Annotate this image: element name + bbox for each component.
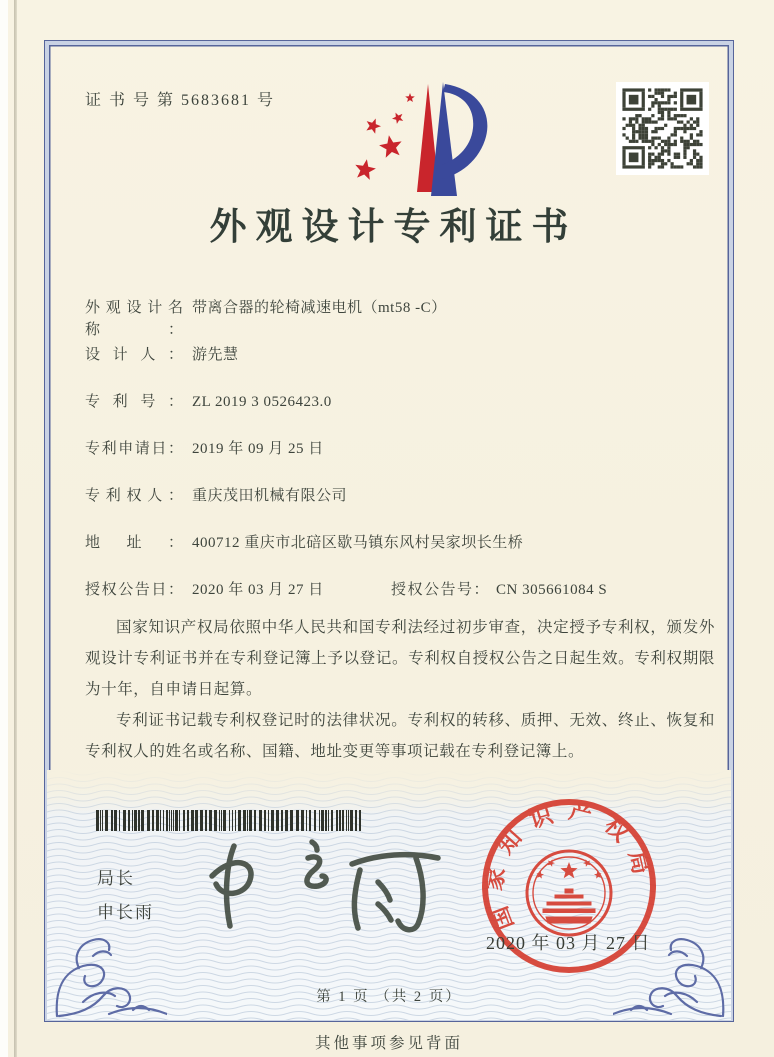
field-value: ZL 2019 3 0526423.0 xyxy=(192,394,332,410)
field-row-address xyxy=(85,532,721,579)
field-value: 2020 年 03 月 27 日 xyxy=(192,582,324,598)
back-note: 其他事项参见背面 xyxy=(314,1035,463,1052)
field-value: CN 305661084 S xyxy=(496,582,608,598)
field-label: 授权公告号： xyxy=(391,582,491,598)
seal-text: 国家知识产权局 xyxy=(480,797,658,934)
field-label: 专利权人： xyxy=(85,488,183,504)
field-rows xyxy=(85,297,721,626)
field-label: 授权公告日： xyxy=(85,582,183,598)
field-value: 带离合器的轮椅减速电机（mt58 -C） xyxy=(192,300,447,316)
legal-paragraph-1: 国家知识产权局依照中华人民共和国专利法经过初步审查，决定授予专利权，颁发外观设计专利证书并在专利登记簿上予以登记。专利权自授权公告之日起生效。专利权期限为十年，自申请日起算。 xyxy=(85,619,715,698)
officer-name: 申长雨 xyxy=(97,903,154,922)
scan-edge-shadow xyxy=(14,0,17,1057)
field-value: 400712 重庆市北碚区歇马镇东风村吴家坝长生桥 xyxy=(192,535,524,551)
field-label: 外观设计名称： xyxy=(85,300,183,338)
field-row-filing-date xyxy=(85,438,721,485)
signature-script-icon xyxy=(200,836,452,940)
certificate-number: 证 书 号 第 5683681 号 xyxy=(85,92,276,109)
seal-date: 2020 年 03 月 27 日 xyxy=(486,933,651,953)
field-label: 设计人： xyxy=(85,347,183,363)
field-value: 重庆茂田机械有限公司 xyxy=(192,488,348,504)
qr-code-icon xyxy=(616,82,709,175)
field-value: 游先慧 xyxy=(192,347,239,363)
legal-text xyxy=(85,612,715,767)
field-row-designer xyxy=(85,344,721,391)
field-grant-number xyxy=(391,579,607,601)
field-row-design-name xyxy=(85,297,721,344)
field-value: 2019 年 09 月 25 日 xyxy=(192,441,324,457)
corner-flourish-left xyxy=(49,928,167,1020)
field-label: 地址： xyxy=(85,535,183,551)
field-label: 专利申请日： xyxy=(85,441,183,457)
field-row-patentee xyxy=(85,485,721,532)
certificate-title: 外观设计专利证书 xyxy=(209,207,578,248)
barcode-icon xyxy=(96,810,364,831)
cnipa-patent-logo-icon xyxy=(321,74,499,202)
officer-title: 局长 xyxy=(97,869,135,888)
national-emblem-icon xyxy=(527,851,611,935)
field-row-patent-no xyxy=(85,391,721,438)
legal-paragraph-2: 专利证书记载专利权登记时的法律状况。专利权的转移、质押、无效、终止、恢复和专利权人的姓名或名称、国籍、地址变更等事项记载在专利登记簿上。 xyxy=(85,712,715,760)
page-number: 第 1 页 （共 2 页） xyxy=(316,989,462,1005)
certificate-page xyxy=(8,0,774,1057)
field-label: 专利号： xyxy=(85,394,183,410)
